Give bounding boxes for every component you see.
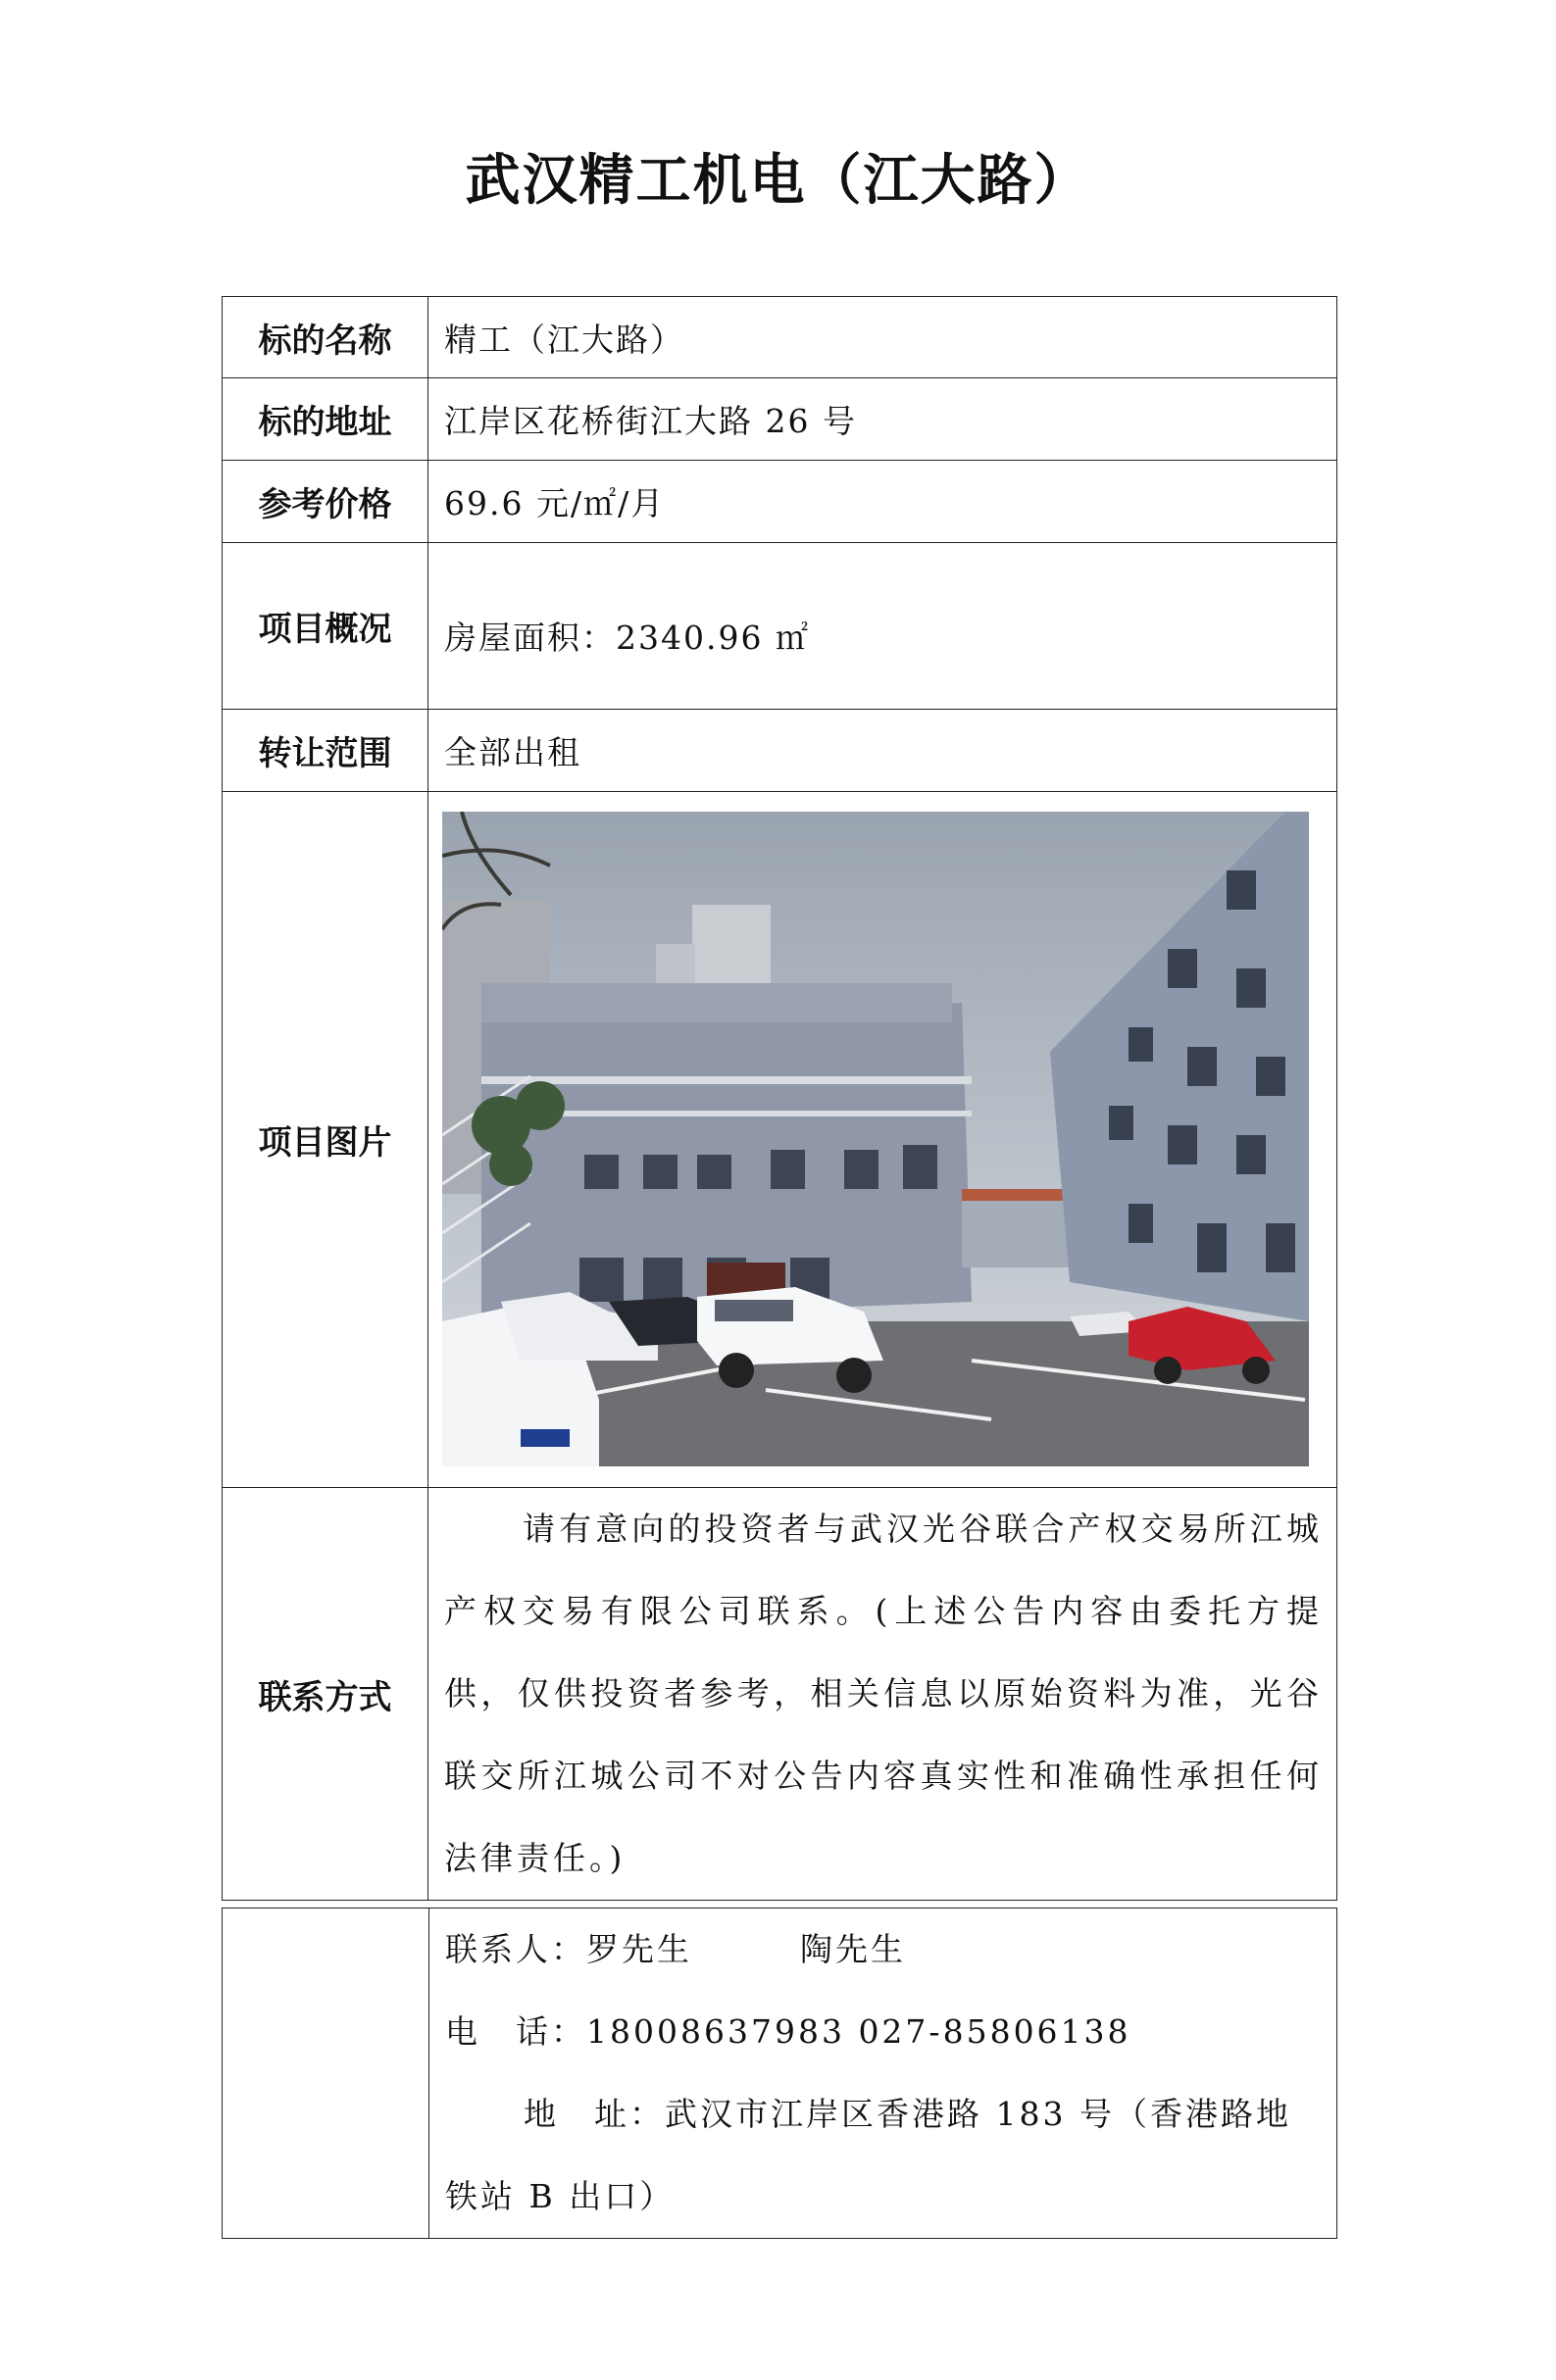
table-row bbox=[223, 297, 1337, 378]
table-row bbox=[223, 1488, 1337, 1901]
address-text: 武汉市江岸区香港路 183 号（香港路地铁站 B 出口） bbox=[445, 2095, 1291, 2215]
contact-empty-label bbox=[223, 1909, 429, 2239]
table-row bbox=[223, 543, 1337, 710]
info-table bbox=[222, 296, 1337, 1901]
contact-note-cell bbox=[428, 1488, 1337, 1901]
phone-label: 电 话： bbox=[445, 2012, 586, 2051]
row-value-overview: 房屋面积：2340.96 ㎡ bbox=[428, 543, 1337, 710]
table-row bbox=[223, 792, 1337, 1488]
row-value-name: 精工（江大路） bbox=[428, 297, 1337, 378]
person-1: 罗先生 bbox=[586, 1930, 692, 1968]
row-label-address: 标的地址 bbox=[223, 378, 428, 461]
row-value-address: 江岸区花桥街江大路 26 号 bbox=[428, 378, 1337, 461]
table-row bbox=[223, 461, 1337, 543]
contact-table bbox=[222, 1908, 1337, 2239]
row-label-contact: 联系方式 bbox=[223, 1488, 428, 1901]
row-value-price: 69.6 元/㎡/月 bbox=[428, 461, 1337, 543]
person-2: 陶先生 bbox=[800, 1930, 906, 1968]
photo-cell bbox=[428, 792, 1337, 1488]
project-photo bbox=[442, 812, 1309, 1466]
table-row bbox=[223, 710, 1337, 792]
row-value-scope: 全部出租 bbox=[428, 710, 1337, 792]
table-row bbox=[223, 378, 1337, 461]
row-label-scope: 转让范围 bbox=[223, 710, 428, 792]
main-building-top bbox=[481, 983, 952, 1022]
row-label-price: 参考价格 bbox=[223, 461, 428, 543]
contact-details-cell bbox=[429, 1909, 1337, 2239]
contact-address-line bbox=[429, 2073, 1336, 2238]
address-label: 地 址： bbox=[524, 2095, 665, 2133]
contact-note: 请有意向的投资者与武汉光谷联合产权交易所江城产权交易有限公司联系。(上述公告内容由委托方提供，仅供投资者参考，相关信息以原始资料为准，光谷联交所江城公司不对公告内容真实性和准确性承担任何法律责任。) bbox=[444, 1510, 1323, 1877]
row-label-overview: 项目概况 bbox=[223, 543, 428, 710]
page-title: 武汉精工机电（江大路） bbox=[465, 149, 1091, 213]
row-label-name: 标的名称 bbox=[223, 297, 428, 378]
phone-number: 18008637983 027-85806138 bbox=[586, 2012, 1131, 2051]
balcony-rail bbox=[481, 1076, 972, 1084]
row-label-photo: 项目图片 bbox=[223, 792, 428, 1488]
contact-person-line bbox=[429, 1909, 1336, 1991]
contact-phone-line bbox=[429, 1991, 1336, 2073]
table-row bbox=[223, 1909, 1337, 2239]
person-label: 联系人： bbox=[445, 1930, 586, 1968]
